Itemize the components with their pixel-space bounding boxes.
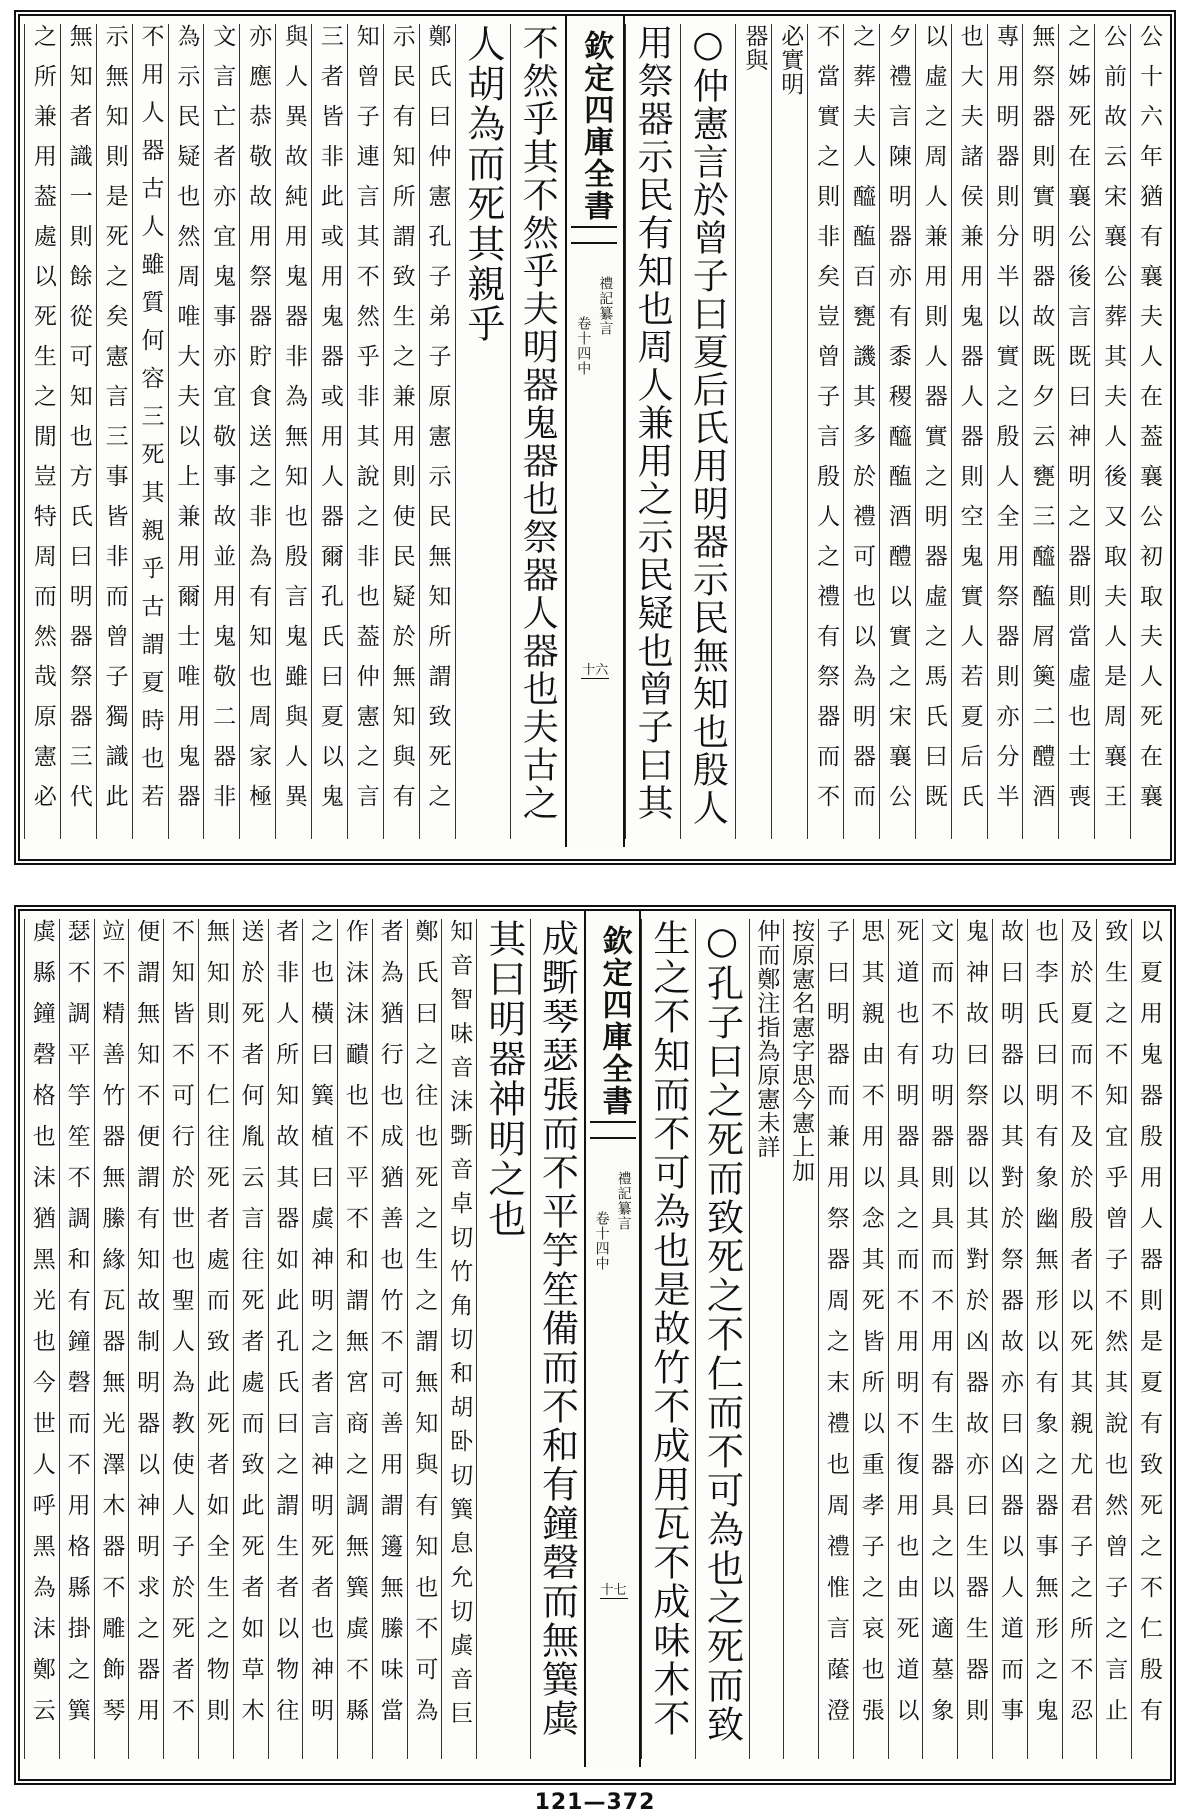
commentary-column: 知音智味音沫斲音卓切竹角切和胡卧切簨息允切虡音巨 <box>441 919 476 1759</box>
commentary-column: 無知則不仁往死者處而致此死者如全生之物則 <box>198 919 233 1759</box>
main-text-column: 成斲琴瑟張而不平竽笙備而不和有鐘磬而無簨虡 <box>530 919 584 1759</box>
main-text-column: 人胡為而死其親乎 <box>455 24 510 839</box>
page-number: 121—372 <box>534 1790 656 1815</box>
main-text-column: 不然乎其不然乎夫明器鬼器也祭器人器也夫古之 <box>510 24 565 839</box>
main-text-column: 生之不知而不可為也是故竹不成用瓦不成味木不 <box>641 919 695 1759</box>
commentary-column: 示無知則是死之矣憲言三事皆非而曾子獨識此 <box>96 24 132 839</box>
commentary-column: 公十六年猶有襄夫人在葢襄公初取夫人死在襄 <box>1130 24 1166 839</box>
commentary-column: 死道也有明器具之而不用明不復用也由死道以 <box>888 919 923 1759</box>
commentary-column: 及於夏而不及於殷者以死其親尤君子之所不忍 <box>1062 919 1097 1759</box>
bottom-leaf <box>14 905 1176 1785</box>
top-leaf <box>14 10 1176 865</box>
commentary-column: 為示民疑也然周唯大夫以上兼用爾士唯用鬼器 <box>168 24 204 839</box>
main-text-column: 其曰明器神明之也 <box>476 919 530 1759</box>
commentary-column: 器與 <box>735 24 771 839</box>
commentary-column: 鄭氏曰仲憲孔子弟子原憲示民無知所謂致死之 <box>419 24 455 839</box>
main-text-column: ○孔子曰之死而致死之不仁而不可為也之死而致 <box>695 919 749 1759</box>
commentary-column: 三者皆非此或用鬼器或用人器爾孔氏曰夏以鬼 <box>311 24 347 839</box>
commentary-column: 與人異故純用鬼器非為無知也殷言鬼雖與人異 <box>275 24 311 839</box>
commentary-column: 以夏用鬼器殷用人器則是夏有致死之不仁殷有 <box>1131 919 1166 1759</box>
commentary-column: 子曰明器而兼用祭器周之末禮也周禮惟言䕃澄 <box>818 919 853 1759</box>
commentary-column: 夕禮言陳明器亦有黍稷醯醢酒醴以實之宋襄公 <box>879 24 915 839</box>
commentary-column: 者為猶行也成猶善也竹不可善用謂籩無縢味當 <box>372 919 407 1759</box>
commentary-column: 專用明器則分半以實之殷人全用祭器則亦分半 <box>987 24 1023 839</box>
commentary-column: 之所兼用葢處以死生之閒豈特周而然哉原憲必 <box>24 24 60 839</box>
strip-book-name: 禮記纂言 <box>597 276 614 336</box>
commentary-column: 仲而鄭注指為原憲未詳 <box>749 919 784 1759</box>
commentary-column: 故曰明器以其對於祭器故亦曰凶器以人道而事 <box>992 919 1027 1759</box>
commentary-column: 必實明 <box>771 24 807 839</box>
commentary-column: 虡縣鐘磬格也沫猶黑光也今世人呼黑為沫鄭云 <box>24 919 59 1759</box>
commentary-column: 之也橫曰簨植曰虡神明之者言神明死者也神明 <box>302 919 337 1759</box>
commentary-column: 不用人器古人雖質何容三死其親乎古謂夏時也若 <box>132 24 168 839</box>
commentary-column: 以虛之周人兼用則人器實之明器虛之馬氏曰既 <box>915 24 951 839</box>
strip-folio: 十七 <box>600 1579 628 1599</box>
commentary-column: 文而不功明器則具而不用有生器具之以適墓象 <box>922 919 957 1759</box>
commentary-column: 之姊死在襄公後言既曰神明之器則當虛也士喪 <box>1058 24 1094 839</box>
commentary-column: 亦應恭敬故用祭器貯食送之非為有知也周家極 <box>239 24 275 839</box>
strip-volume: 卷十四中 <box>575 316 592 376</box>
fish-tail-mark <box>590 1121 636 1139</box>
commentary-column: 致生之不知宜乎曾子不然其說也然曾子之言止 <box>1096 919 1131 1759</box>
main-text-column: 用祭器示民有知也周人兼用之示民疑也曾子曰其 <box>625 24 680 839</box>
commentary-column: 也大夫諸侯兼用鬼器人器則空鬼實人若夏后氏 <box>951 24 987 839</box>
main-text-column: ○仲憲言於曾子曰夏后氏用明器示民無知也殷人 <box>680 24 735 839</box>
commentary-column: 不知皆不可行於世也聖人為教使人子於死者不 <box>163 919 198 1759</box>
commentary-column: 思其親由不用以念其死皆所以重孝子之哀也張 <box>853 919 888 1759</box>
commentary-column: 無知者識一則餘從可知也方氏曰明器祭器三代 <box>60 24 96 839</box>
commentary-column: 送於死者何胤云言往死者處而致此死者如草木 <box>233 919 268 1759</box>
commentary-column: 竝不精善竹器無縢緣瓦器無光澤木器不雕飾琴 <box>94 919 129 1759</box>
strip-book-title: 欽定四庫全書 <box>596 925 632 1117</box>
strip-folio: 十六 <box>581 659 609 679</box>
commentary-column: 知曾子連言其不然乎非其說之非也葢仲憲之言 <box>347 24 383 839</box>
strip-volume: 卷十四中 <box>593 1211 610 1271</box>
commentary-column: 者非人所知故其器如此孔氏曰之謂生者以物往 <box>268 919 303 1759</box>
commentary-column: 之葬夫人醯醢百甕譏其多於禮可也以為明器而 <box>843 24 879 839</box>
commentary-column: 不當實之則非矣豈曾子言殷人之禮有祭器而不 <box>807 24 843 839</box>
commentary-column: 鬼神故曰祭器以其對於凶器故亦曰生器生器則 <box>957 919 992 1759</box>
commentary-column: 也李氏曰明有象幽無形以有象之器事無形之鬼 <box>1027 919 1062 1759</box>
commentary-column: 瑟不調平竽笙不調和有鐘磬而不用格縣掛之簨 <box>59 919 94 1759</box>
center-strip <box>565 16 624 847</box>
strip-book-title: 欽定四庫全書 <box>578 30 614 222</box>
commentary-column: 公前故云宋襄公葬其夫人後又取夫人是周襄王 <box>1094 24 1130 839</box>
center-strip <box>584 911 642 1767</box>
commentary-column: 文言亡者亦宜鬼事亦宜敬事故並用鬼敬二器非 <box>203 24 239 839</box>
commentary-column: 示民有知所謂致生之兼用則使民疑於無知與有 <box>383 24 419 839</box>
fish-tail-mark <box>571 226 617 244</box>
commentary-column: 作沫沫靧也不平不和謂無宮商之調無簨虡不縣 <box>337 919 372 1759</box>
strip-book-name: 禮記纂言 <box>615 1171 632 1231</box>
commentary-column: 無祭器則實明器故既夕云甕三醯醢屑䉛二醴酒 <box>1022 24 1058 839</box>
commentary-column: 鄭氏曰之往也死之生之謂無知與有知也不可為 <box>407 919 442 1759</box>
commentary-column: 便謂無知不便謂有知故制明器以神明求之器用 <box>128 919 163 1759</box>
commentary-column: 按原憲名憲字思今憲上加 <box>783 919 818 1759</box>
